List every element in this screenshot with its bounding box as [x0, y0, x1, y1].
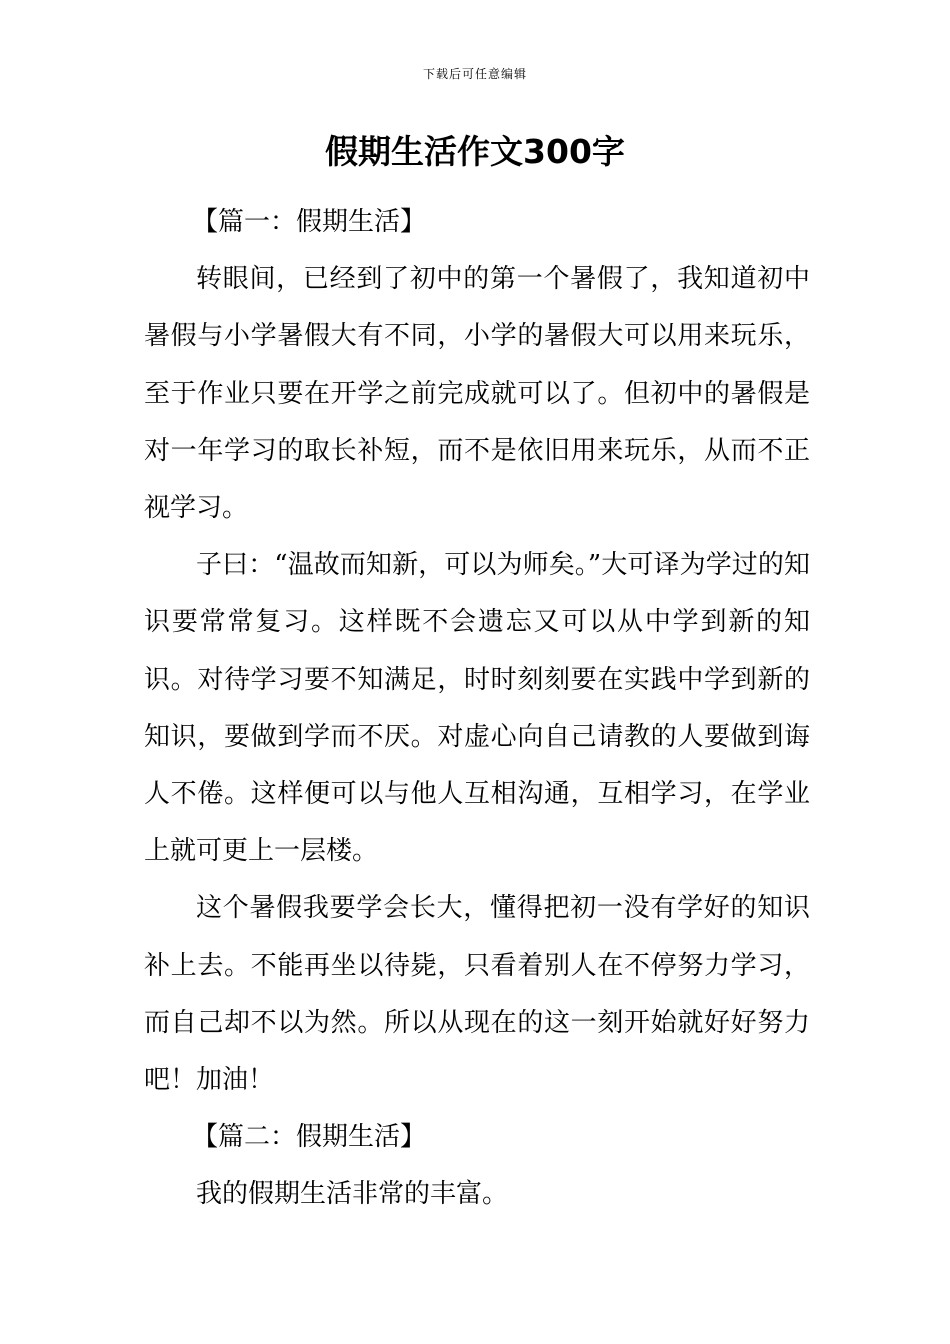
document-body: [144, 194, 810, 1224]
section-heading-1: 【篇一：假期生活】: [192, 207, 427, 237]
section-heading-2: 【篇二：假期生活】: [192, 1122, 427, 1153]
header-note: 下载后可任意编辑: [422, 67, 527, 81]
document-title: 假期生活作文300字: [325, 132, 625, 171]
paragraph: 这个暑假我要学会长大，懂得把初一没有学好的知识补上去。不能再坐以待毙，只看着别人在不停努力学习，而自己却不以为然。所以从现在的这一刻开始就好好努力吧！加油！: [144, 893, 810, 1096]
paragraph: 子曰：“温故而知新，可以为师矣。”大可译为学过的知识要常常复习。这样既不会遗忘又可以从中学到新的知识。对待学习要不知满足，时时刻刻要在实践中学到新的知识，要做到学而不厌。对虚心向自己请教的人要做到诲人不倦。这样便可以与他人互相沟通，互相学习，在学业上就可更上一层楼。: [144, 550, 810, 867]
paragraph: 我的假期生活非常的丰富。: [196, 1179, 509, 1210]
paragraph: 转眼间，已经到了初中的第一个暑假了，我知道初中暑假与小学暑假大有不同，小学的暑假大可以用来玩乐，至于作业只要在开学之前完成就可以了。但初中的暑假是对一年学习的取长补短，而不是依旧用来玩乐，从而不正视学习。: [144, 264, 810, 524]
